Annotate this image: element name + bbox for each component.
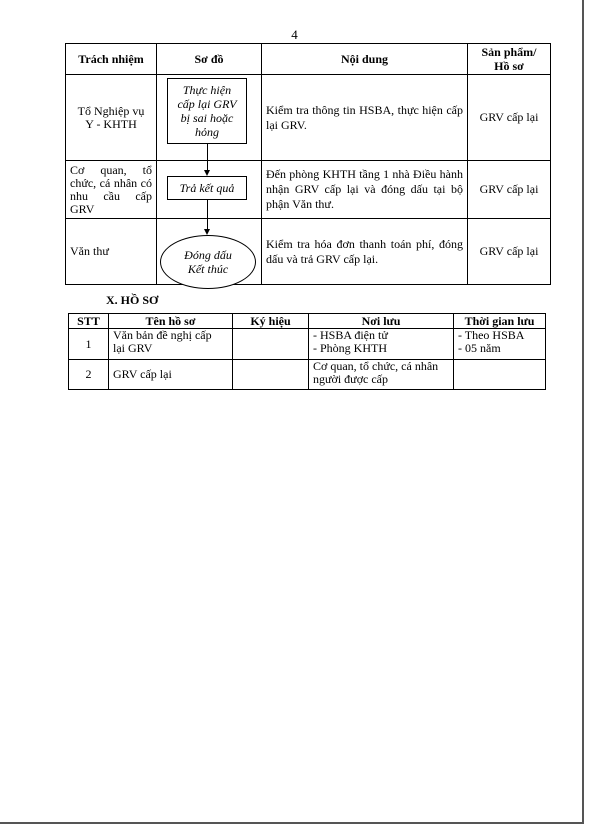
storage-location-text: - HSBA điện tử (313, 328, 388, 342)
responsibility-text: Y - KHTH (85, 116, 137, 131)
page-number: 4 (291, 27, 298, 42)
header-record-name: Tên hồ sơ (109, 314, 233, 329)
record-code-cell (233, 329, 309, 360)
record-code-cell (233, 360, 309, 390)
header-responsibility: Trách nhiệm (66, 44, 157, 75)
record-name-cell (109, 329, 233, 360)
diagram-cell (157, 219, 262, 285)
retention-cell (454, 329, 546, 360)
content-cell: Kiểm tra thông tin HSBA, thực hiện cấp lại GRV. (262, 75, 468, 161)
storage-location-cell (309, 329, 454, 360)
procedure-row (66, 75, 551, 161)
header-product-label (468, 45, 550, 73)
header-product-line: Hồ sơ (494, 59, 524, 73)
record-name-text: lại GRV (113, 341, 153, 355)
records-section-heading: X. HỒ SƠ (106, 293, 159, 307)
product-cell: GRV cấp lại (468, 161, 551, 219)
product-cell: GRV cấp lại (468, 219, 551, 285)
header-stt: STT (69, 314, 109, 329)
procedure-header-row (66, 44, 551, 75)
product-cell: GRV cấp lại (468, 75, 551, 161)
flow-step-text: Đóng dấu (184, 248, 232, 262)
header-record-code: Ký hiệu (233, 314, 309, 329)
stt-cell: 2 (69, 360, 109, 390)
flow-step-text: Trả kết quả (179, 181, 235, 195)
storage-location-text: người được cấp (313, 372, 389, 386)
flow-step-text: cấp lại GRV (177, 97, 237, 111)
storage-location-cell (309, 360, 454, 390)
diagram-cell (157, 161, 262, 219)
content-cell: Kiểm tra hóa đơn thanh toán phí, đóng dấu và trả GRV cấp lại. (262, 219, 468, 285)
storage-location-text: Cơ quan, tổ chức, cá nhân (313, 359, 439, 373)
record-name-cell: GRV cấp lại (109, 360, 233, 390)
header-content: Nội dung (262, 44, 468, 75)
responsibility-cell (66, 75, 157, 161)
stt-cell: 1 (69, 329, 109, 360)
responsibility-cell: Văn thư (66, 219, 157, 285)
content-cell: Đến phòng KHTH tầng 1 nhà Điều hành nhận GRV cấp lại và đóng dấu tại bộ phận Văn thư. (262, 161, 468, 219)
records-row (69, 360, 546, 390)
responsibility-text: Tổ Nghiệp vụ (77, 103, 145, 118)
records-table (68, 313, 546, 390)
records-header-row (69, 314, 546, 329)
procedure-table (65, 43, 551, 285)
flow-step-text: Kết thúc (187, 262, 229, 276)
procedure-row (66, 219, 551, 285)
diagram-cell (157, 75, 262, 161)
header-product (468, 44, 551, 75)
flow-step-text: Thực hiện (182, 83, 232, 97)
header-storage-location: Nơi lưu (309, 314, 454, 329)
header-product-line: Sản phẩm/ (481, 45, 537, 59)
flow-step-text: bị sai hoặc (180, 111, 234, 125)
retention-cell (454, 360, 546, 390)
record-name-text: Văn bản đề nghị cấp (113, 328, 212, 342)
procedure-row (66, 161, 551, 219)
flow-step-text: hỏng (194, 125, 219, 139)
retention-text: - Theo HSBA (458, 328, 525, 342)
responsibility-cell: Cơ quan, tổ chức, cá nhân có nhu cầu cấp GRV (66, 161, 157, 219)
retention-text: - 05 năm (458, 341, 501, 355)
header-diagram: Sơ đồ (157, 44, 262, 75)
storage-location-text: - Phòng KHTH (313, 341, 387, 355)
header-retention-time: Thời gian lưu (454, 314, 546, 329)
records-row (69, 329, 546, 360)
